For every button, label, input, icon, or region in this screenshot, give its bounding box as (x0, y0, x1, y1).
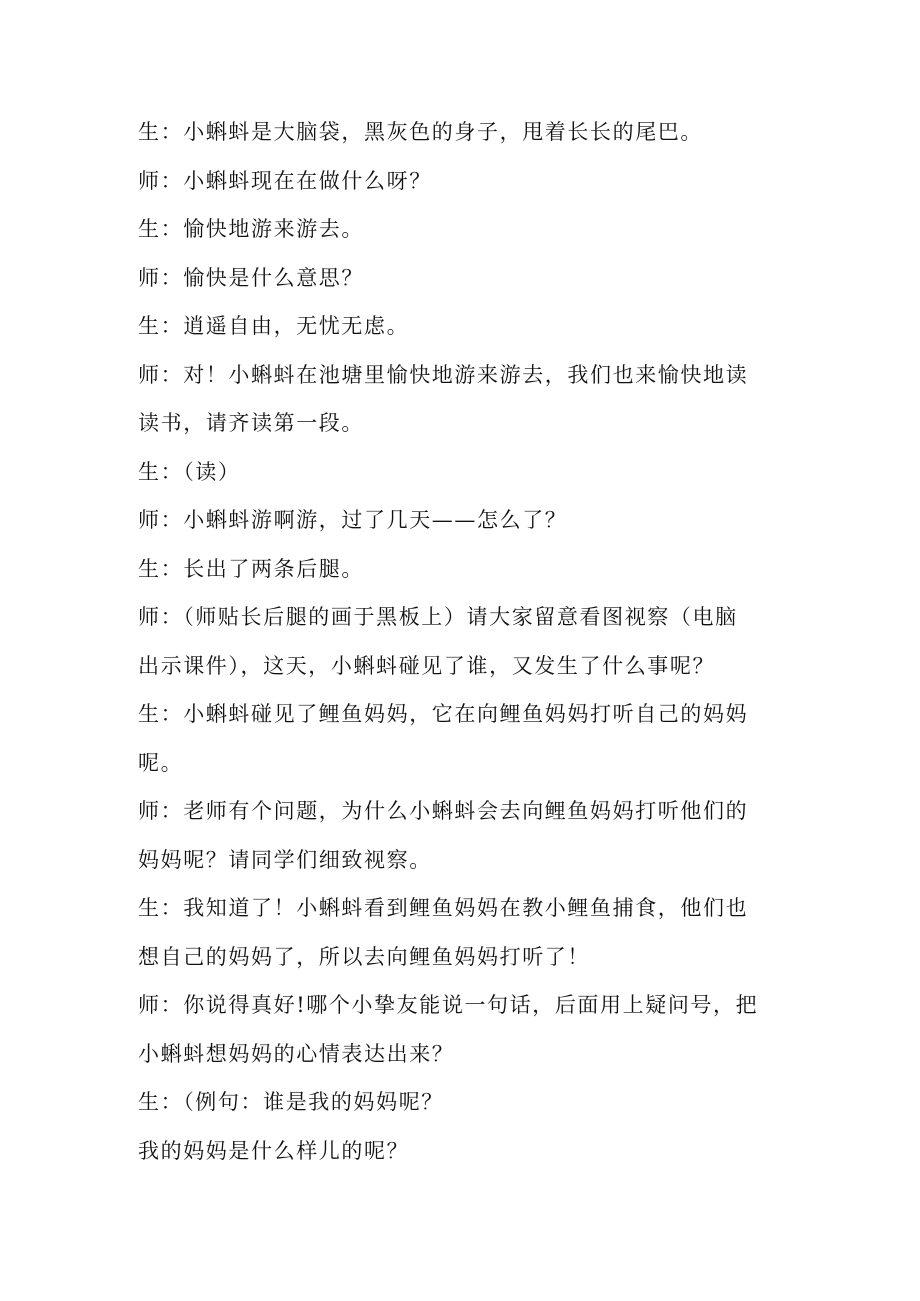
dialogue-line-continuation: 小蝌蚪想妈妈的心情表达出来？ (138, 1041, 455, 1066)
dialogue-line: 生：（例句：谁是我的妈妈呢？ (138, 1090, 444, 1114)
dialogue-line-continuation: 出示课件），这天，小蝌蚪碰见了谁，又发生了什么事呢？ (138, 653, 716, 678)
dialogue-line: 师：对！小蝌蚪在池塘里愉快地游来游去，我们也来愉快地读 (138, 362, 749, 387)
dialogue-line: 生：愉快地游来游去。 (138, 217, 364, 241)
dialogue-line-continuation: 妈妈呢？请同学们细致视察。 (138, 847, 432, 872)
dialogue-line-continuation: 读书，请齐读第一段。 (138, 411, 364, 435)
dialogue-line: 师：你说得真好!哪个小挚友能说一句话，后面用上疑问号，把 (138, 993, 759, 1017)
dialogue-line-continuation: 想自己的妈妈了，所以去向鲤鱼妈妈打听了！ (138, 944, 590, 969)
dialogue-line: 师：老师有个问题，为什么小蝌蚪会去向鲤鱼妈妈打听他们的 (138, 799, 749, 823)
dialogue-line: 师：小蝌蚪现在在做什么呀？ (138, 168, 432, 193)
dialogue-line-continuation: 呢。 (138, 750, 184, 775)
dialogue-line: 生：长出了两条后腿。 (138, 556, 364, 581)
dialogue-line: 生：（读） (138, 459, 241, 484)
dialogue-line: 师：愉快是什么意思？ (138, 265, 364, 290)
document-body (138, 108, 778, 1175)
dialogue-line-continuation: 我的妈妈是什么样儿的呢？ (138, 1138, 410, 1163)
dialogue-line: 师：小蝌蚪游啊游，过了几天——怎么了？ (138, 508, 568, 532)
dialogue-line: 生：小蝌蚪碰见了鲤鱼妈妈，它在向鲤鱼妈妈打听自己的妈妈 (138, 702, 749, 726)
dialogue-line: 生：小蝌蚪是大脑袋，黑灰色的身子，甩着长长的尾巴。 (138, 120, 703, 144)
dialogue-line: 师：（师贴长后腿的画于黑板上）请大家留意看图视察（电脑 (138, 605, 738, 629)
dialogue-line: 生：逍遥自由，无忧无虑。 (138, 314, 410, 338)
dialogue-line: 生：我知道了！小蝌蚪看到鲤鱼妈妈在教小鲤鱼捕食，他们也 (138, 896, 749, 920)
